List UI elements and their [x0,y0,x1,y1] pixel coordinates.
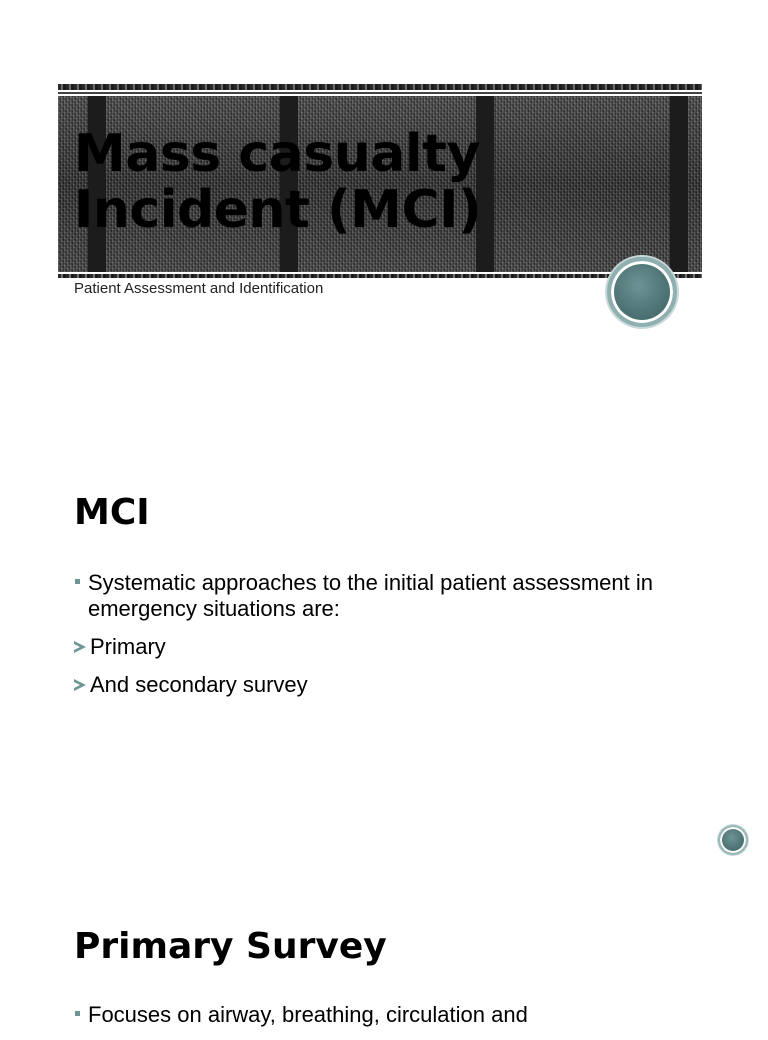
banner-stripe [670,96,688,272]
bullet-item [74,634,674,660]
primary-survey-heading: Primary Survey [74,926,387,967]
slide-title: Mass casualty Incident (MCI) [74,124,482,240]
bullet-text: And secondary survey [90,672,308,697]
primary-survey-bullet-list [74,1002,674,1040]
bullet-text: Primary [90,634,166,659]
slide-subtitle: Patient Assessment and Identification [74,280,324,297]
mci-heading: MCI [74,492,150,533]
teal-circle-icon [718,825,748,855]
title-slide [0,0,768,400]
bullet-text: Systematic approaches to the initial patient assessment in emergency situations are: [88,570,653,621]
banner-top-rule-thin [58,92,702,94]
bullet-item [74,1002,674,1028]
square-bullet-icon [75,579,80,584]
bullet-item [74,570,674,622]
arrow-bullet-icon [74,641,86,653]
banner-top-rule [58,84,702,90]
bullet-item [74,672,674,698]
banner-bottom-rule [58,274,702,278]
square-bullet-icon [75,1011,80,1016]
bullet-text: Focuses on airway, breathing, circulation and [88,1002,528,1027]
arrow-bullet-icon [74,679,86,691]
teal-circle-icon [607,257,677,327]
mci-bullet-list [74,570,674,710]
